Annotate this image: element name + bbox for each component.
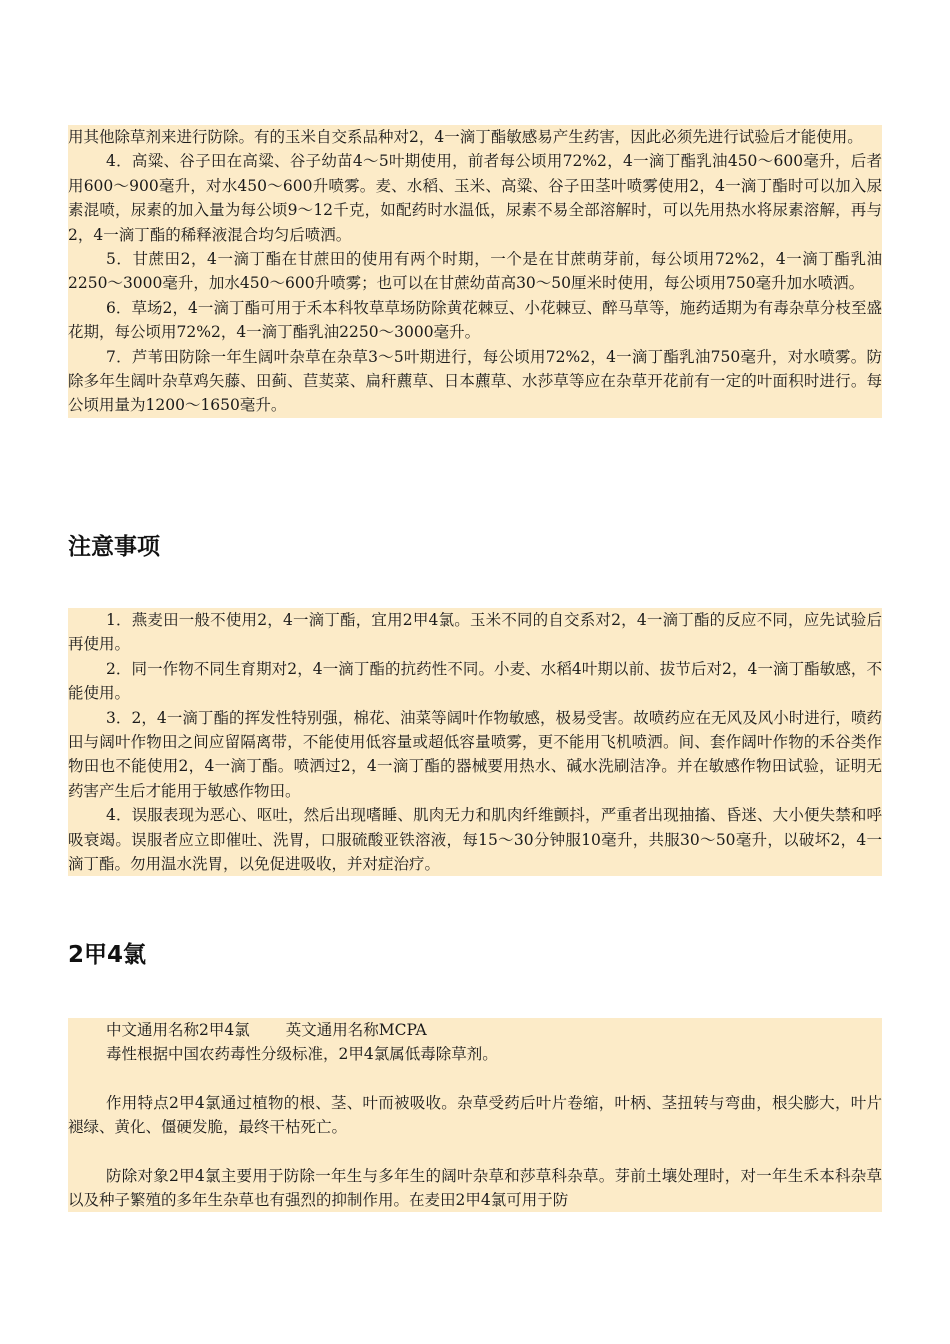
paragraph: 用其他除草剂来进行防除。有的玉米自交系品种对2，4一滴丁酯敏感易产生药害，因此必须先进行试验后才能使用。 — [68, 128, 863, 146]
targets-paragraph: 防除对象2甲4氯主要用于防除一年生与多年生的阔叶杂草和莎草科杂草。芽前土壤处理时，对一年生禾本科杂草以及种子繁殖的多年生杂草也有强烈的抑制作用。在麦田2甲4氯可用于防 — [68, 1166, 882, 1210]
paragraph: 7．芦苇田防除一年生阔叶杂草在杂草3～5叶期进行，每公顷用72%2，4一滴丁酯乳油750毫升，对水喷雾。防除多年生阔叶杂草鸡矢藤、田蓟、苣荬菜、扁秆藨草、日本藨草、水莎草等应在杂草开花前有一定的叶面积时进行。每公顷用量为1200～1650毫升。 — [68, 347, 882, 415]
name-en: 英文通用名称MCPA — [285, 1021, 427, 1039]
name-cn: 中文通用名称2甲4氯 — [106, 1021, 250, 1039]
paragraph: 5．甘蔗田2，4一滴丁酯在甘蔗田的使用有两个时期，一个是在甘蔗萌芽前，每公顷用72%2，4一滴丁酯乳油2250～3000毫升，加水450～600升喷雾；也可以在甘蔗幼苗高30～50厘米时使用，每公顷用750毫升加水喷洒。 — [68, 250, 882, 293]
paragraph: 3．2，4一滴丁酯的挥发性特别强，棉花、油菜等阔叶作物敏感，极易受害。故喷药应在无风及风小时进行，喷药田与阔叶作物田之间应留隔离带，不能使用低容量或超低容量喷雾，更不能用飞机喷洒。间、套作阔叶作物的禾谷类作物田也不能使用2，4一滴丁酯。喷洒过2，4一滴丁酯的器械要用热水、碱水洗刷洁净。并在敏感作物田试验，证明无药害产生后才能用于敏感作物田。 — [68, 708, 882, 800]
text-block-usage — [68, 125, 882, 418]
text-block-mcpa — [68, 1018, 882, 1212]
features-paragraph: 作用特点2甲4氯通过植物的根、茎、叶而被吸收。杂草受药后叶片卷缩，叶柄、茎扭转与弯曲，根尖膨大，叶片褪绿、黄化、僵硬发脆，最终干枯死亡。 — [68, 1093, 882, 1137]
paragraph: 6．草场2，4一滴丁酯可用于禾本科牧草草场防除黄花棘豆、小花棘豆、醉马草等，施药适期为有毒杂草分枝至盛花期，每公顷用72%2，4一滴丁酯乳油2250～3000毫升。 — [68, 298, 882, 342]
paragraph: 2．同一作物不同生育期对2，4一滴丁酯的抗药性不同。小麦、水稻4叶期以前、拔节后对2，4一滴丁酯敏感，不能使用。 — [68, 659, 882, 703]
text-block-precautions — [68, 608, 882, 876]
section-heading-mcpa: 2甲4氯 — [68, 942, 147, 968]
name-line — [68, 1018, 882, 1042]
paragraph: 4．高粱、谷子田在高粱、谷子幼苗4～5叶期使用，前者每公顷用72%2，4一滴丁酯乳油450～600毫升，后者用600～900毫升，对水450～600升喷雾。麦、水稻、玉米、高粱、谷子田茎叶喷雾使用2，4一滴丁酯时可以加入尿素混喷，尿素的加入量为每公顷9～12千克，如配药时水温低，尿素不易全部溶解时，可以先用热水将尿素溶解，再与2，4一滴丁酯的稀释液混合均匀后喷洒。 — [68, 152, 882, 244]
paragraph: 4．误服表现为恶心、呕吐，然后出现嗜睡、肌肉无力和肌肉纤维颤抖，严重者出现抽搐、昏迷、大小便失禁和呼吸衰竭。误服者应立即催吐、洗胃，口服硫酸亚铁溶液，每15～30分钟服10毫升，共服30～50毫升，以破坏2，4一滴丁酯。勿用温水洗胃，以免促进吸收，并对症治疗。 — [68, 806, 882, 874]
paragraph: 1．燕麦田一般不使用2，4一滴丁酯，宜用2甲4氯。玉米不同的自交系对2，4一滴丁酯的反应不同，应先试验后再使用。 — [68, 611, 882, 654]
section-heading-precautions: 注意事项 — [68, 534, 160, 560]
toxicity-paragraph: 毒性根据中国农药毒性分级标准，2甲4氯属低毒除草剂。 — [106, 1045, 498, 1064]
